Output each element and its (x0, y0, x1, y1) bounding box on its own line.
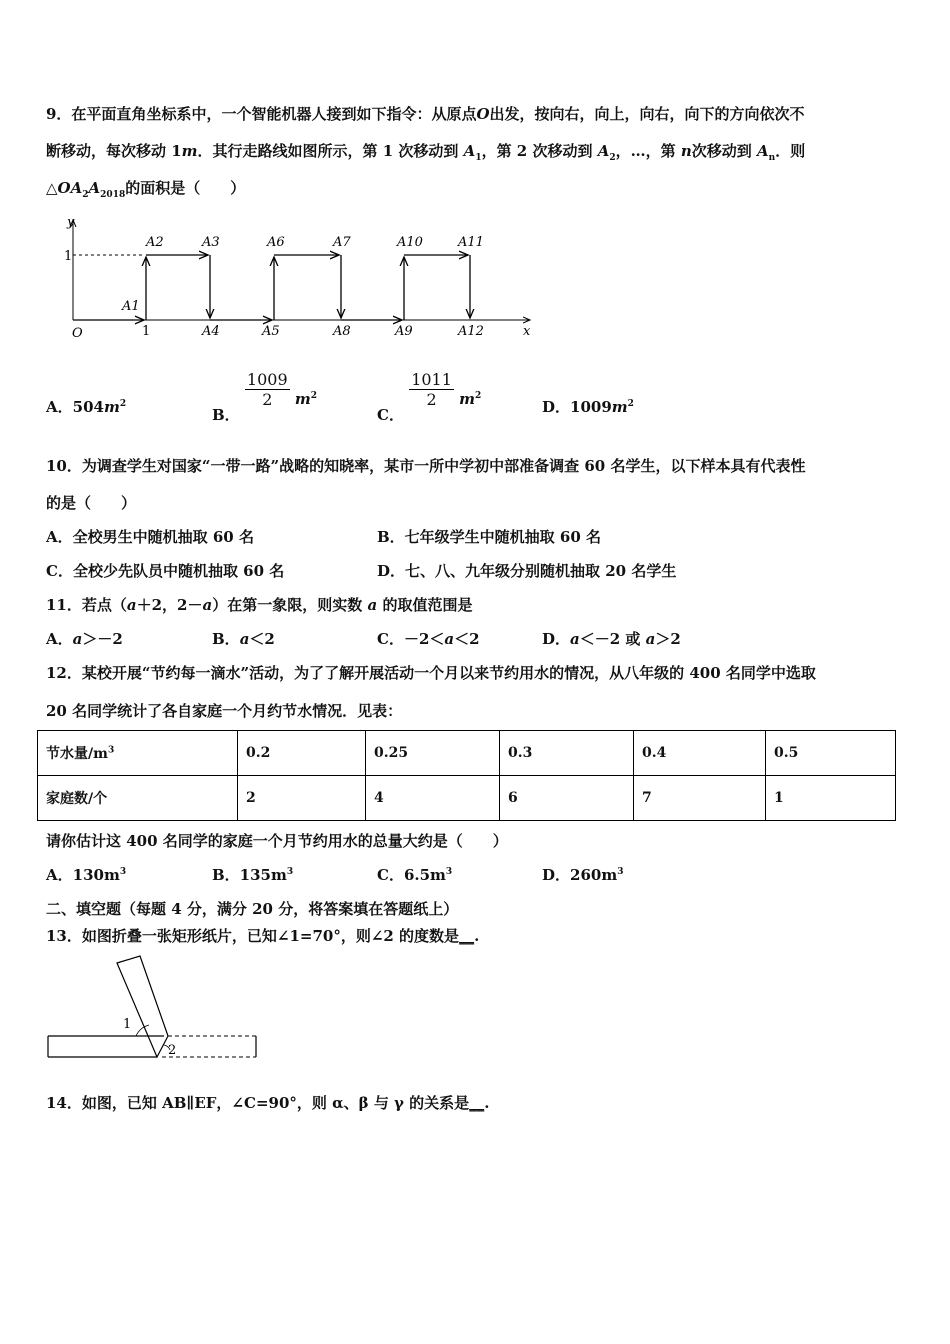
table-row (38, 731, 896, 776)
q10-option-b[interactable]: B．七年级学生中随机抽取 60 名 (377, 528, 601, 546)
table-row (38, 776, 896, 821)
q11-option-b[interactable]: B．a＜2 (212, 630, 275, 648)
q9-text-1b: 出发，按向右，向上，向右，向下的方向依次不 (489, 105, 805, 123)
q12-option-c[interactable]: C．$6.5m^3$ (377, 866, 453, 884)
table-cell: 0.5 (766, 731, 896, 776)
q9-a2-sub: 2 (609, 153, 616, 163)
label-a9: A9 (395, 324, 413, 339)
q9-text-2e: 次移动到 (691, 142, 752, 160)
q13-answer-blank[interactable]: __ (459, 927, 475, 945)
q9-option-a[interactable]: A．$504m^2$ (46, 398, 127, 416)
q12-option-b[interactable]: B．$135m^3$ (212, 866, 294, 884)
q9-triangle: △ (46, 179, 58, 197)
q9-a2018-sub: 2018 (100, 190, 126, 200)
q9-text-2d: ，…，第 (615, 142, 676, 160)
label-a4: A4 (202, 324, 220, 339)
label-a8: A8 (333, 324, 351, 339)
q9-option-d[interactable]: D．$1009m^2$ (542, 398, 634, 416)
q9-option-b[interactable]: B． $\frac{1009}{2}$ $m^2$ (212, 370, 318, 424)
q12-option-d[interactable]: D．$260m^3$ (542, 866, 624, 884)
origin-label: O (72, 326, 83, 341)
x-label: x (523, 324, 531, 339)
q11-option-c[interactable]: C．－2＜a＜2 (377, 630, 480, 648)
table-cell: 1 (766, 776, 896, 821)
label-a2: A2 (146, 235, 164, 250)
q10-option-c[interactable]: C．全校少先队员中随机抽取 60 名 (46, 562, 285, 580)
q13-folded-paper-figure (44, 950, 264, 1065)
q9-text-3d: 的面积是（ ） (125, 179, 246, 197)
q9-an: A (757, 142, 769, 160)
q9-n: n (680, 142, 692, 160)
q13-line: 13．如图折叠一张矩形纸片，已知∠1=70°，则∠2 的度数是__. (46, 927, 480, 945)
q14-answer-blank[interactable]: __ (469, 1094, 485, 1112)
table-cell: 4 (366, 776, 500, 821)
q10-option-d[interactable]: D．七、八、九年级分别随机抽取 20 名学生 (377, 562, 677, 580)
q12-question: 请你估计这 400 名同学的家庭一个月节约用水的总量大约是（ ） (46, 832, 508, 850)
table-cell: 2 (238, 776, 366, 821)
table-cell: 7 (634, 776, 766, 821)
angle-2-label: 2 (168, 1043, 177, 1058)
q9-option-c-fraction: $\frac{1011}{2}$ (411, 370, 452, 409)
angle-1-label: 1 (123, 1017, 132, 1032)
q12-line1: 12．某校开展“节约每一滴水”活动，为了了解开展活动一个月以来节约用水的情况，从八年级的 400 名同学中选取 (46, 664, 816, 682)
label-a11: A11 (458, 235, 484, 250)
table-header-cell: 节水量$/m^3$ (38, 731, 238, 776)
q9-a2: A (597, 142, 610, 160)
label-a6: A6 (267, 235, 285, 250)
q11-line: 11．若点（a＋2，2－a）在第一象限，则实数 a 的取值范围是 (46, 596, 473, 614)
q9-o: O (476, 105, 490, 123)
q9-text-2c: ，第 2 次移动到 (481, 142, 593, 160)
table-cell: 0.3 (500, 731, 634, 776)
q9-text-1a: 9．在平面直角坐标系中，一个智能机器人接到如下指令：从原点 (46, 105, 477, 123)
q11-option-a[interactable]: A．a＞－2 (46, 630, 123, 648)
q10-line1: 10．为调查学生对国家“一带一路”战略的知晓率，某市一所中学初中部准备调查 60 名学生，以下样本具有代表性 (46, 457, 806, 475)
q9-a1-sub: 1 (475, 153, 482, 163)
q11-option-d[interactable]: D．a＜－2 或 a＞2 (542, 630, 681, 648)
q10-line2: 的是（ ） (46, 494, 137, 512)
q9-line2 (46, 140, 805, 163)
q9-a: A (88, 179, 101, 197)
label-a10: A10 (397, 235, 423, 250)
label-a3: A3 (202, 235, 220, 250)
label-a12: A12 (458, 324, 484, 339)
q9-m: m (181, 142, 198, 160)
y-one-label: 1 (64, 249, 73, 264)
table-cell: 0.2 (238, 731, 366, 776)
table-cell: 0.4 (634, 731, 766, 776)
table-cell: 6 (500, 776, 634, 821)
q10-option-a[interactable]: A．全校男生中随机抽取 60 名 (46, 528, 254, 546)
q9-text-2a: 断移动，每次移动 1 (46, 142, 182, 160)
q9-text-2f: ．则 (775, 142, 806, 160)
x-one-label: 1 (142, 324, 151, 339)
q9-a1: A (463, 142, 476, 160)
y-label: y (67, 215, 75, 230)
section-2-heading: 二、填空题（每题 4 分，满分 20 分，将答案填在答题纸上） (46, 900, 459, 918)
q9-an-sub: n (768, 153, 776, 163)
q9-option-b-fraction: $\frac{1009}{2}$ (246, 370, 288, 409)
q12-line2: 20 名同学统计了各自家庭一个月约节水情况．见表： (46, 702, 403, 720)
table-cell: 0.25 (366, 731, 500, 776)
q9-line3 (46, 177, 245, 200)
label-a5: A5 (262, 324, 280, 339)
q9-text-2b: ．其行走路线如图所示，第 1 次移动到 (197, 142, 459, 160)
label-a7: A7 (333, 235, 351, 250)
q9-option-c[interactable]: C． $\frac{1011}{2}$ $m^2$ (377, 370, 482, 424)
label-a1: A1 (122, 299, 140, 314)
q12-option-a[interactable]: A．$130m^3$ (46, 866, 127, 884)
q9-robot-path-figure (40, 210, 550, 350)
water-saving-table (37, 730, 896, 821)
q9-line1 (46, 103, 805, 124)
q14-line: 14．如图，已知 AB∥EF，∠C=90°，则 α、β 与 γ 的关系是__. (46, 1094, 490, 1112)
q9-oa: OA (57, 179, 83, 197)
table-header-cell: 家庭数/个 (38, 776, 238, 821)
q9-oa2-sub: 2 (82, 190, 89, 200)
